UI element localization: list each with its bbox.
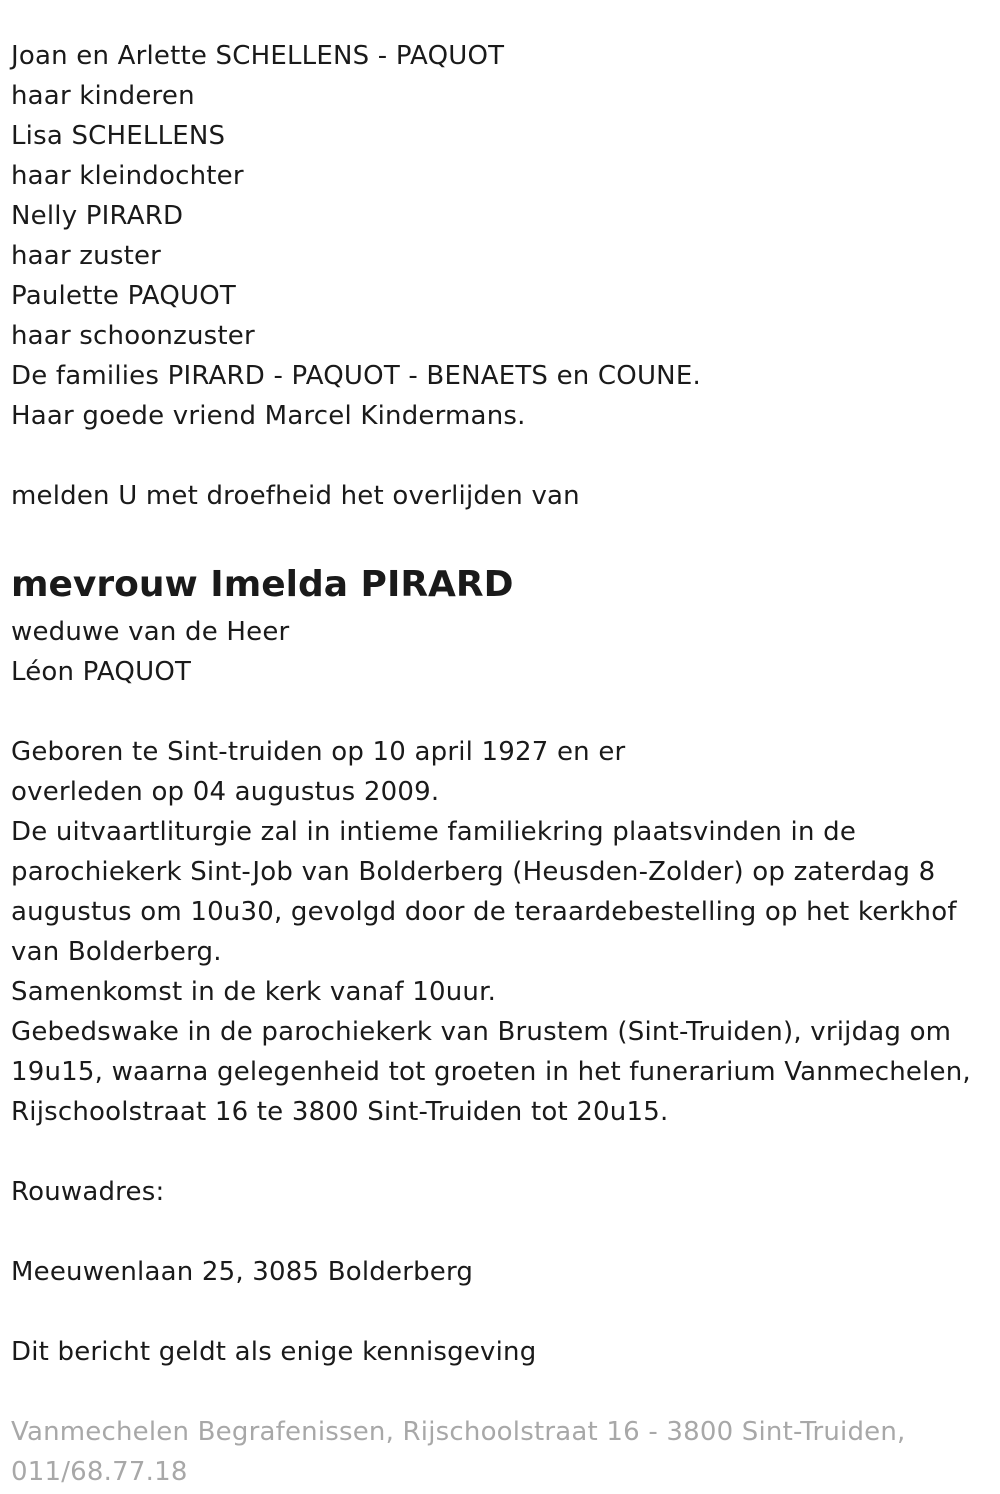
widow-line: weduwe van de Heer <box>11 617 290 647</box>
spacer <box>11 1212 1000 1252</box>
family-line: haar zuster <box>11 241 162 271</box>
details-line: Samenkomst in de kerk vanaf 10uur. <box>11 977 497 1007</box>
details-line: overleden op 04 augustus 2009. <box>11 777 440 807</box>
family-line: De families PIRARD - PAQUOT - BENAETS en COUNE. <box>11 361 701 391</box>
footer-phone: 011/68.77.18 <box>11 1457 188 1487</box>
details-line: De uitvaartliturgie zal in intieme familiekring plaatsvinden in de <box>11 817 857 847</box>
spouse-name: Léon PAQUOT <box>11 657 192 687</box>
details-line: Gebedswake in de parochiekerk van Brustem (Sint-Truiden), vrijdag om <box>11 1017 952 1047</box>
family-list <box>11 36 1000 436</box>
details-line: Rijschoolstraat 16 te 3800 Sint-Truiden tot 20u15. <box>11 1097 669 1127</box>
details-line: van Bolderberg. <box>11 937 222 967</box>
family-line: Haar goede vriend Marcel Kindermans. <box>11 401 526 431</box>
family-line: Joan en Arlette SCHELLENS - PAQUOT <box>11 41 505 71</box>
details-line: augustus om 10u30, gevolgd door de teraardebestelling op het kerkhof <box>11 897 957 927</box>
family-line: haar schoonzuster <box>11 321 255 351</box>
spacer <box>11 692 1000 732</box>
footer-line: Vanmechelen Begrafenissen, Rijschoolstraat 16 - 3800 Sint-Truiden, <box>11 1417 906 1447</box>
announcement-text: melden U met droefheid het overlijden van <box>11 481 580 511</box>
spacer <box>11 1292 1000 1332</box>
family-line: haar kinderen <box>11 81 195 111</box>
details-line: parochiekerk Sint-Job van Bolderberg (Heusden-Zolder) op zaterdag 8 <box>11 857 936 887</box>
details-line: 19u15, waarna gelegenheid tot groeten in het funerarium Vanmechelen, <box>11 1057 971 1087</box>
family-line: Nelly PIRARD <box>11 201 184 231</box>
details-paragraph <box>11 732 1000 1132</box>
spacer <box>11 1132 1000 1172</box>
spacer <box>11 516 1000 558</box>
notice-text: Dit bericht geldt als enige kennisgeving <box>11 1337 537 1367</box>
family-line: Paulette PAQUOT <box>11 281 236 311</box>
details-line: Geboren te Sint-truiden op 10 april 1927 en er <box>11 737 626 767</box>
funeral-home-footer <box>11 1412 1000 1492</box>
spacer <box>11 436 1000 476</box>
deceased-name: mevrouw Imelda PIRARD <box>11 564 514 605</box>
spacer <box>11 1372 1000 1412</box>
family-line: Lisa SCHELLENS <box>11 121 226 151</box>
address-label: Rouwadres: <box>11 1177 165 1207</box>
family-line: haar kleindochter <box>11 161 244 191</box>
address-value: Meeuwenlaan 25, 3085 Bolderberg <box>11 1257 474 1287</box>
